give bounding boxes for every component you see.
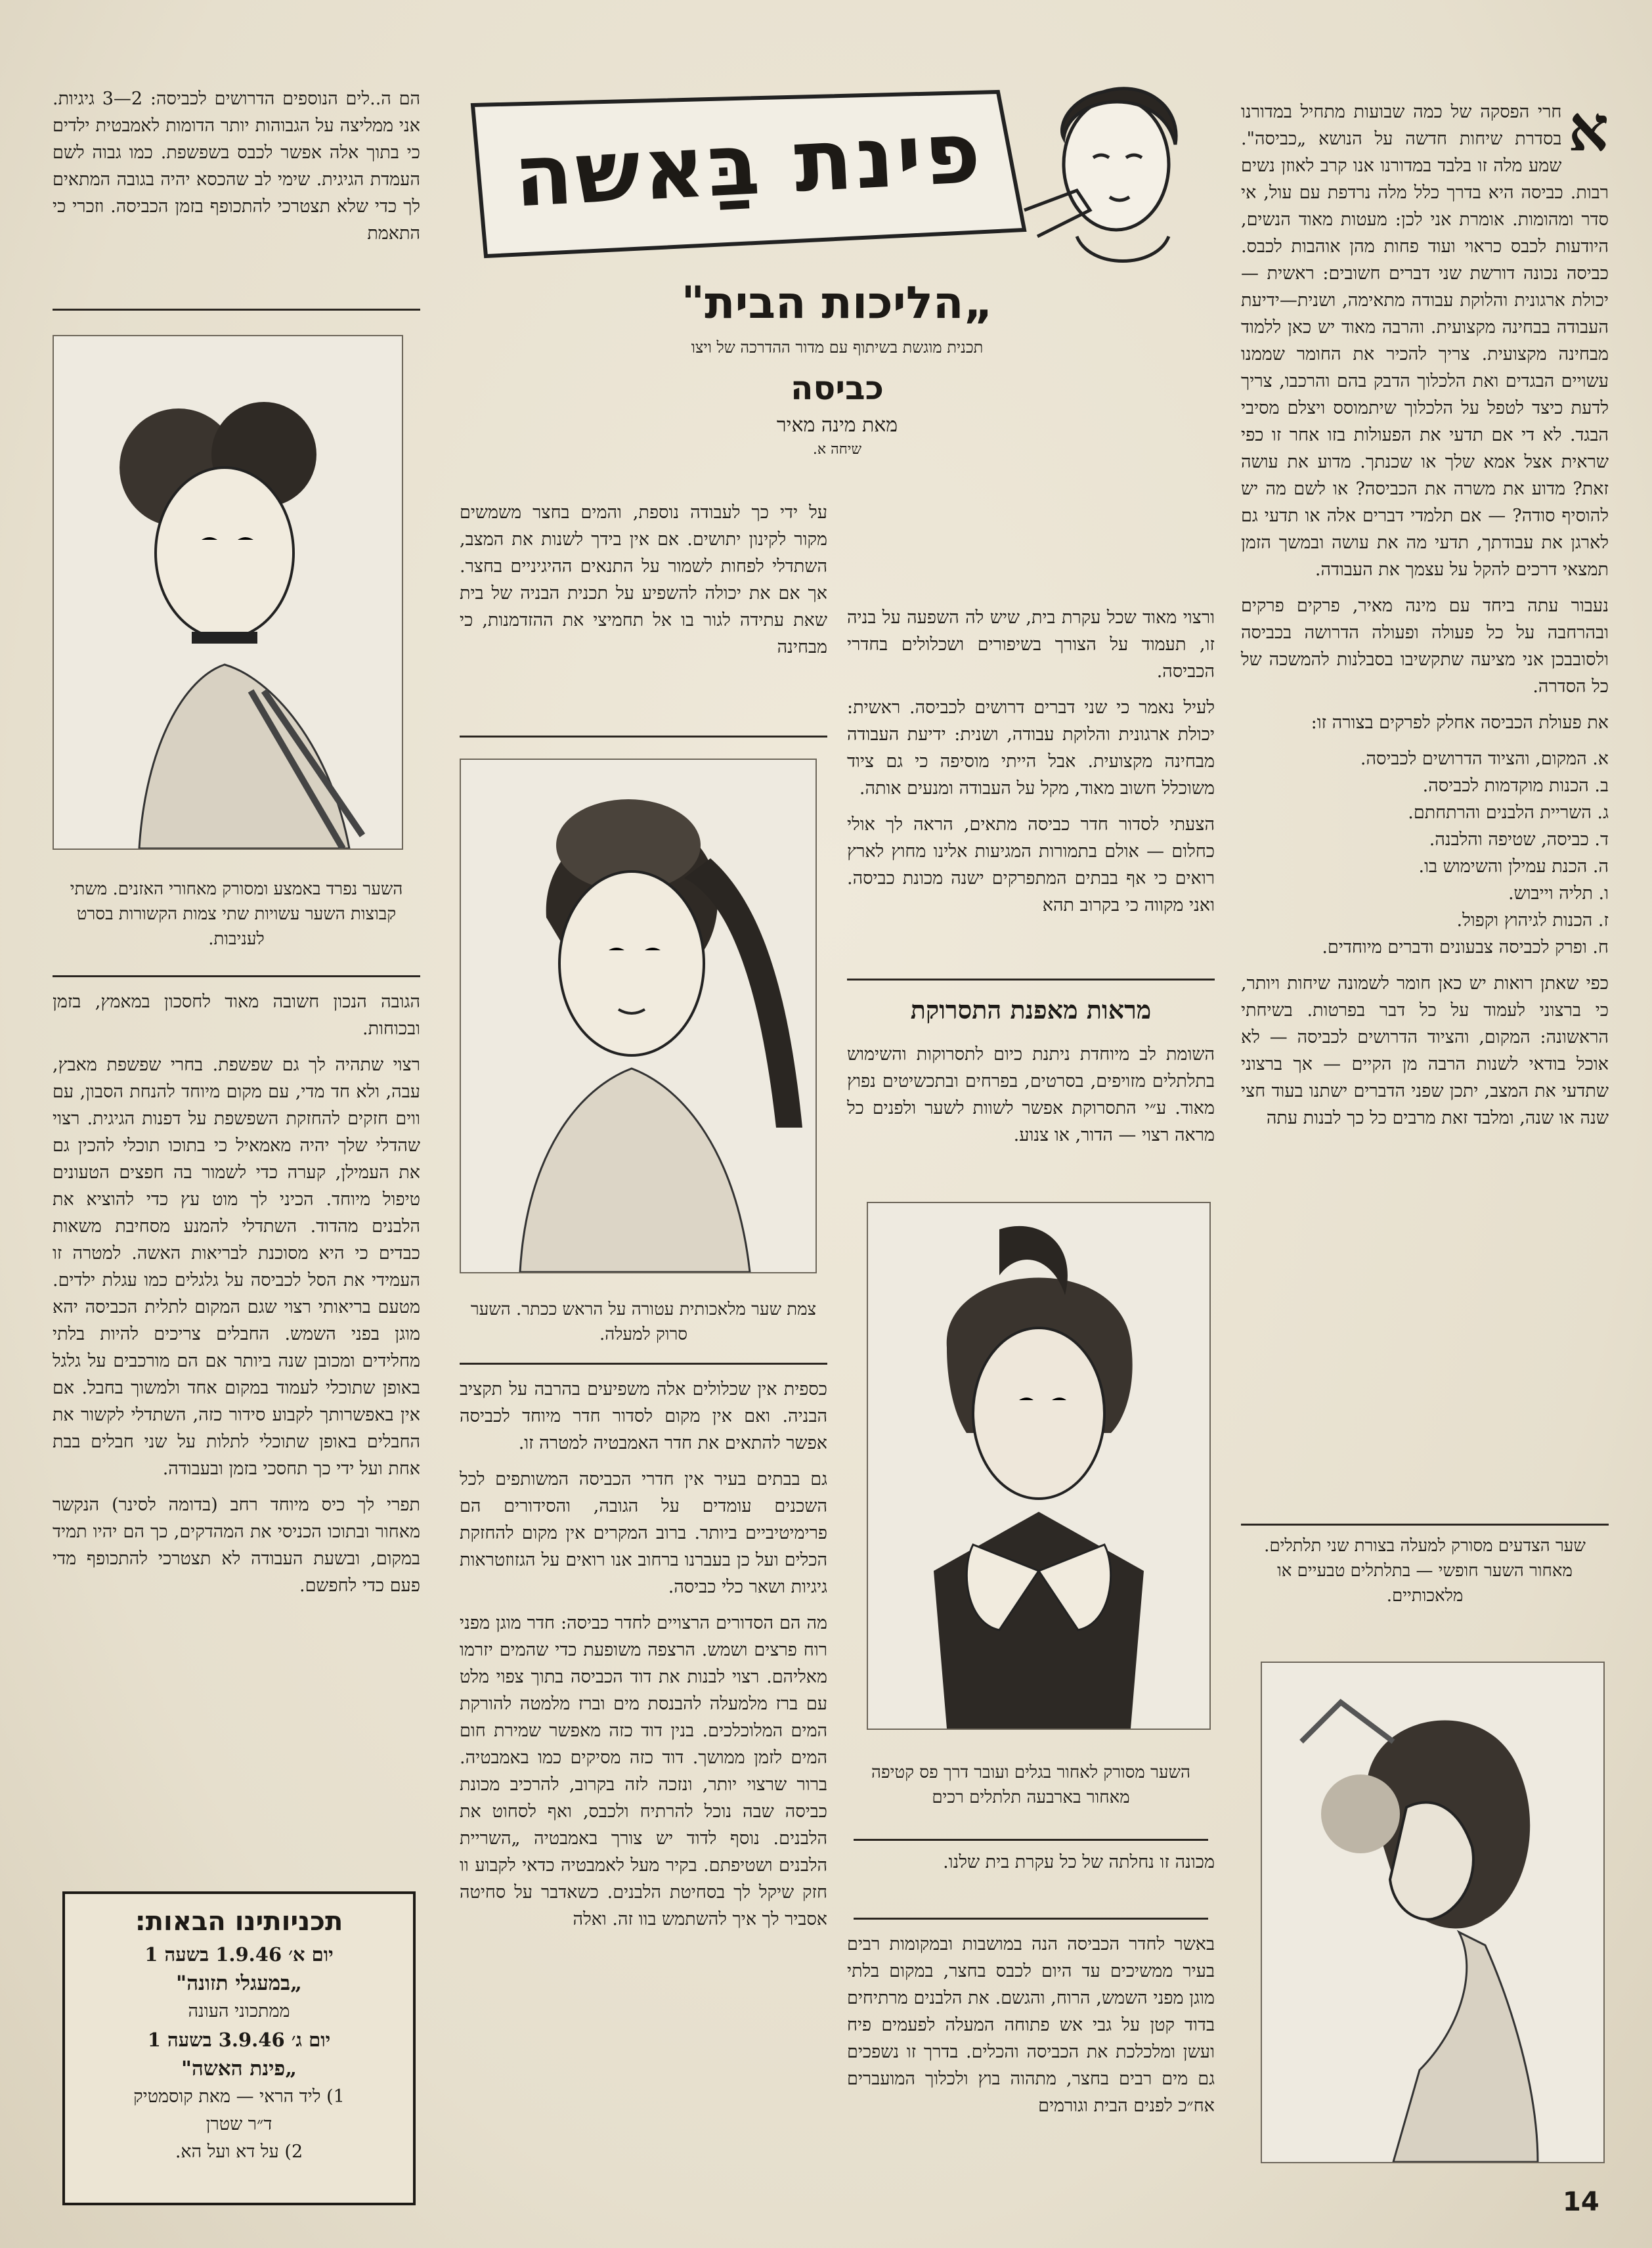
divider [854, 1918, 1208, 1920]
drop-cap: א [1568, 99, 1609, 165]
program-line: ד״ר שטרן [206, 2114, 272, 2134]
col1-intro [1241, 99, 1609, 583]
col3-image-caption: צמת שער מלאכותית עטורה על הראש ככתר. השער סרוק למעלה. [470, 1300, 817, 1344]
divider [460, 736, 827, 738]
col2-after-caption [847, 1849, 1215, 1911]
divider [854, 1839, 1208, 1841]
upcoming-programs-box [62, 1891, 416, 2205]
program-line: 2) על דא ועל הא. [175, 2142, 303, 2162]
column-4 [53, 85, 420, 302]
column-2 [847, 604, 1215, 972]
column-1 [1241, 99, 1609, 1517]
program-line: „במעגלי תזונה" [176, 1972, 302, 1995]
article-title: „הליכות הבית" [681, 277, 993, 329]
header-logo [460, 79, 1221, 269]
article-author: מאת מינה מאיר [776, 414, 898, 437]
program-line: יום א׳ 1.9.46 בשעה 1 [144, 1943, 334, 1966]
col3-top-text: על ידי כך לעבודה נוספת, והמים בחצר משמשים מקור לקינון יתושים. אם אין בידך לשנות את המצב, השתדלי לפחות לשמור על התנאים ההיגיניים בחצר. אך אם את יכולה להשפיע על תכנית הבניה של בית שאת עתידה לגור בו אל תחמיצי את ההזדמנות, כי מבחינה [460, 502, 827, 657]
col3-bottom-paragraph-1: כספית אין שכלולים אלה משפיעים בהרבה על תקציב הבניה. ואם אין מקום לסדור חדר מיוחד לכביסה אפשר להתאים את חדר האמבטיה למטרה זו. [460, 1379, 827, 1453]
divider [53, 975, 420, 977]
upcoming-programs-title: תכניותינו הבאות: [135, 1906, 343, 1937]
list-item: ב. הכנות מוקדמות לכביסה. [1422, 776, 1609, 796]
program-line: 1) ליד הראי — מאת קוסמטיק [133, 2086, 345, 2107]
col4-image-caption: השער נפרד באמצע ומסורק מאחורי האזנים. משתי קבוצות השער עשויות שתי צמות הקשורות בסרט לעניבות. [70, 879, 403, 949]
col2-after-caption-text: מכונה זו נחלתה של כל עקרת בית שלנו. [943, 1852, 1215, 1872]
page-number: 14 [1563, 2187, 1599, 2217]
col4-top-text: הם ה..לים הנוספים הדרושים לכביסה: 2—3 גיגיות. אני ממליצה על הגבוהות יותר הדומות לאמבטית ילדים כי בתוך אלה אפשר לכבס בשפשפת. כמו גבוה לשם העמדת הגיגית. שימי לב שהכסא יהיה בגובה המתאים לך כדי שלא תצטרכי להתכופף בזמן הכביסה. וזכרי כי התאמת [53, 89, 420, 244]
col2-sub-paragraph [847, 1041, 1215, 1172]
col3-bottom-paragraph-2: גם בבתים בעיר אין חדרי הכביסה המשותפים לכל השכנים עומדים על הגובה, והסידורים הם פרימיטיביים ביותר. ברוב המקרים אין מקום להחזקת הכלים ועל כן בעברנו ברחוב אנו רואים על הגזוזטראות גיגיות ושאר כלי כביסה. [460, 1469, 827, 1597]
col2-paragraph-3: הצעתי לסדור חדר כביסה מתאים, הראה לך אולי כחלום — אולם בתמורות המגיעות אלינו מחוץ לארץ רואים כי אף בבתים המתפרקים ישנה מכונת כביסה. ואני מקווה כי בקרוב תהא [847, 814, 1215, 915]
article-title-block [460, 276, 1215, 460]
col4-paragraph-2: רצוי שתהיה לך גם שפשפת. בחרי שפשפת מאבץ, עבה, ולא חד מדי, עם מקום מיוחד להנחת הסבון, עם ווים חזקים להחזקת השפשפת על דפנות הגיגית. רצוי שהדלי שלך יהיה מאמאיל כי בתוכו תוכלי להכין גם את העמילן, קערה כדי לשמור בה חפצים הטעונים טיפול מיוחד. הכיני לך מוט עץ כדי להוציא את הלבנים מהדוד. השתדלי להמנע מסחיבת משאות כבדים כי היא מסוכנת לבריאות האשה. למטרה זו העמידי את הסל לכביסה על גלגלים כמו עגלת ילדים. מטעם בריאותי רצוי שגם המקום לתלית הכביסה יהא מוגן בפני השמש. החבלים צריכים להיות בלתי מחלידים ומכובן שנה ביותר אם הם מורכבים על גלגל באופן שתוכלי לעמוד במקום אחד ולמשוך בחבל. אם אין באפשרותך לקבוע סידור כזה, השתדלי לקשור את החבלים באופן שתוכלי לתלות על שני חבלים בבת אחת ועל ידי כך תחסכי בזמן ובעבודה. [53, 1055, 420, 1479]
col1-paragraph-3: את פעולת הכביסה אחלק לפרקים בצורה זו: [1311, 713, 1609, 733]
divider [460, 1363, 827, 1365]
col2-paragraph-1: ורצוי מאוד שכל עקרת בית, שיש לה השפעה על בניה זו, תעמוד על הצורך בשיפורים ושכלולים בחדרי הכביסה. [847, 607, 1215, 682]
col4-paragraph-1: הגובה הנכון חשובה מאוד לחסכון במאמץ, בזמן ובכוחות. [53, 992, 420, 1039]
hairstyle-illustration-crown [460, 759, 817, 1273]
program-note: תכנית מוגשת בשיתוף עם מדור ההדרכה של ויצו [691, 338, 984, 357]
interview-label: שיחה א. [812, 441, 862, 458]
list-item: ה. הכנת עמילן והשימוש בו. [1418, 856, 1609, 877]
program-line: ממתכוני העונה [188, 2001, 290, 2021]
list-item: א. המקום, והציוד הדרושים לכביסה. [1360, 749, 1609, 769]
divider [1241, 1524, 1609, 1526]
col2-paragraph-2: לעיל נאמר כי שני דברים דרושים לכביסה. ראשית: יכולת ארגונית והלוקת עבודה, ושנית: ידיעת העבודה מבחינה מקצועית. אבל הייתי מוסיפה כי גם ציוד משוכלל חשוב מאוד, מקל על העבודה ומנעים אותה. [847, 697, 1215, 799]
divider [53, 309, 420, 311]
list-item: ח. ופרק לכביסה צבעונים ודברים מיוחדים. [1322, 937, 1609, 958]
hairstyle-illustration-profile [1261, 1662, 1605, 2163]
column-3 [460, 499, 827, 729]
col2-bottom [847, 1931, 1215, 2213]
col2-sub-text: השומת לב מיוחדת ניתנת כיום לתסרוקות והשימוש בתלתלים מזויפים, בסרטים, בפרחים ובתכשיטים נפוץ מאוד. ע״י התסרוקת אפשר לשוות לשער ולפנים כל מראה רצוי — הדור, או צנוע. [847, 1044, 1215, 1145]
article-subject: כביסה [791, 369, 884, 407]
col3-bottom-paragraph-3: מה הם הסדורים הרצויים לחדר כביסה: חדר מוגן מפני רוח פרצים ושמש. הרצפה משופעת כדי שהמים יזרמו מאליהם. רצוי לבנות את דוד הכביסה בתוך צפוי מלט עם ברז מלמעלה להבנסת מים וברז מלמטה להורקת המים המלוכלכים. בנין דוד כזה מאפשר שמירת חום המים לזמן ממושך. דוד כזה מסיקים כמו באמבטיה. ברור שרצוי יותר, ונזכה לזה בקרוב, להרכיב מכונת כביסה שבה נוכל להרתיח ולכבס, ואף לסחוט את הלבנים. נוסף לדוד יש צורך באמבטיה „השריית הלבנים ושטיפתם. בקיר מעל לאמבטיה כדאי לקבוע וו חזק שיקל לך בסחיטת הלבנים. כשאדבר על סחיטה אסביר לך איך להשתמש בוו זה. ואלה [460, 1613, 827, 1929]
col4-paragraph-3: תפרי לך כיס מיוחד רחב (בדומה לסינר) הנקשר מאחור ובתוכו הכניסי את המהדקים, כך הם יהיו תמיד במקום, ובשעת העבודה לא תצטרכי להתכופף מדי פעם כדי לחפשם. [53, 1495, 420, 1596]
divider [847, 979, 1215, 981]
col4-body [53, 988, 420, 1849]
col2-image-caption: השער מסורק לאחור בגלים ועובר דרך פס קטיפה מאחור בארבעה תלתלים רכים [871, 1763, 1190, 1807]
hairstyle-illustration-bow [867, 1202, 1211, 1730]
list-item: ד. כביסה, שטיפה והלבנה. [1429, 829, 1609, 850]
col2-bottom-text: באשר לחדר הכביסה הנה במושבות ובמקומות רבים בעיר ממשיכים עד היום לכבס בחצר, במקום בלתי מוגן מפני השמש, הרוח, והגשם. את הלבנים מרתיחים בדוד קטן על גבי אש פתוחה המעלה לפעמים פיח ועשן ומלכלכת את הכביסה והכלים. בדרך זו נשפכים גם מים רבים בחצר, מתהוה בוץ ולכלוך המועברים אח״כ לפנים הבית וגורמים [847, 1934, 1215, 2116]
section-subheading: מראות מאפנת התסרוקת [910, 995, 1152, 1025]
list-item: ג. השריית הלבנים והרתחתם. [1408, 803, 1609, 823]
col3-bottom [460, 1376, 827, 2223]
list-item: ו. תליה וייבוש. [1508, 883, 1609, 904]
hairstyle-illustration-braids [53, 335, 403, 850]
program-line: „פינת האשה" [181, 2057, 297, 2081]
list-item: ז. הכנות לגיהוץ וקפול. [1456, 910, 1609, 931]
col1-closing: כפי שאתן רואות יש כאן חומר לשמונה שיחות ויותר, כי ברצוני לעמוד על כל דבר בפרטות. בשיחתי הראשונה: המקום, והציוד הדרושים לכביסה — לא אוכל בודאי לשנות הרבה מן הקיים — אך ברצוני שתדעי את המצב, יתכן שפני הדברים ישתנו בעוד חצי שנה או שנה, ומלבד זאת מרבים כל כך לבנות עתה [1241, 973, 1609, 1128]
logo-text: פינת בַּאשה [511, 102, 986, 227]
col1-image-caption: שער הצדעים מסורק למעלה בצורת שני תלתלים. מאחור השער חופשי — בתלתלים טבעיים או מלאכותיים. [1264, 1536, 1586, 1606]
program-line: יום ג׳ 3.9.46 בשעה 1 [147, 2029, 331, 2051]
col1-topic-list [1241, 745, 1609, 961]
col1-paragraph-1: חרי הפסקה של כמה שבועות מתחיל במדורנו בסדרת שיחות חדשה על הנושא „כביסה". שמע מלה זו בלבד במדורנו אנו קרב לאוזן נשים רבות. כביסה היא בדרך כלל מלה נרדפת עם עול, אי סדר ומהומות. אומרת אני לכן: מעטות מאוד הנשים, היודעות לכבס כראוי ועוד פחות מהן אוהבות לכבס. כביסה נכונה דורשת שני דברים חשובים: ראשית — יכולת ארגונית והלוקת עבודה מתאימה, ושנית—ידיעת העבודה בבחינה מקצועית. והרבה מאוד יש כאן ללמוד מבחינה מקצועית. צריך להכיר את החומר שממנו עשויים הבגדים ואת הלכלוך הדבק בהם והרכבו, צריך לדעת כיצד לטפל על הלכלוך שיתמוסס ויצלם מסיבי הבגד. לא די אם תדעי את הפעולות בזו אחר זו כפי שראית אצל אמא שלך או שכנתך. מדוע את עושה זאת? מדוע את משרה את הכביסה? או לשם מה יש להוסיף סודה? — אם תלמדי דברים אלה או תדעי גם לארגן את עבודתך, תדעי מה את עושה ובמשך הזמן תמצאי דרכים להקל על עצמך את העבודה. [1241, 102, 1609, 580]
col1-paragraph-2: נעבור עתה ביחד עם מינה מאיר, פרקים פרקים ובהרחבה על כל פעולה ופעולה הדרושה בכביסה ולסובבכן אני מציעה שתקשיבו בסבלנות להמשכה של כל הסדרה. [1241, 596, 1609, 697]
